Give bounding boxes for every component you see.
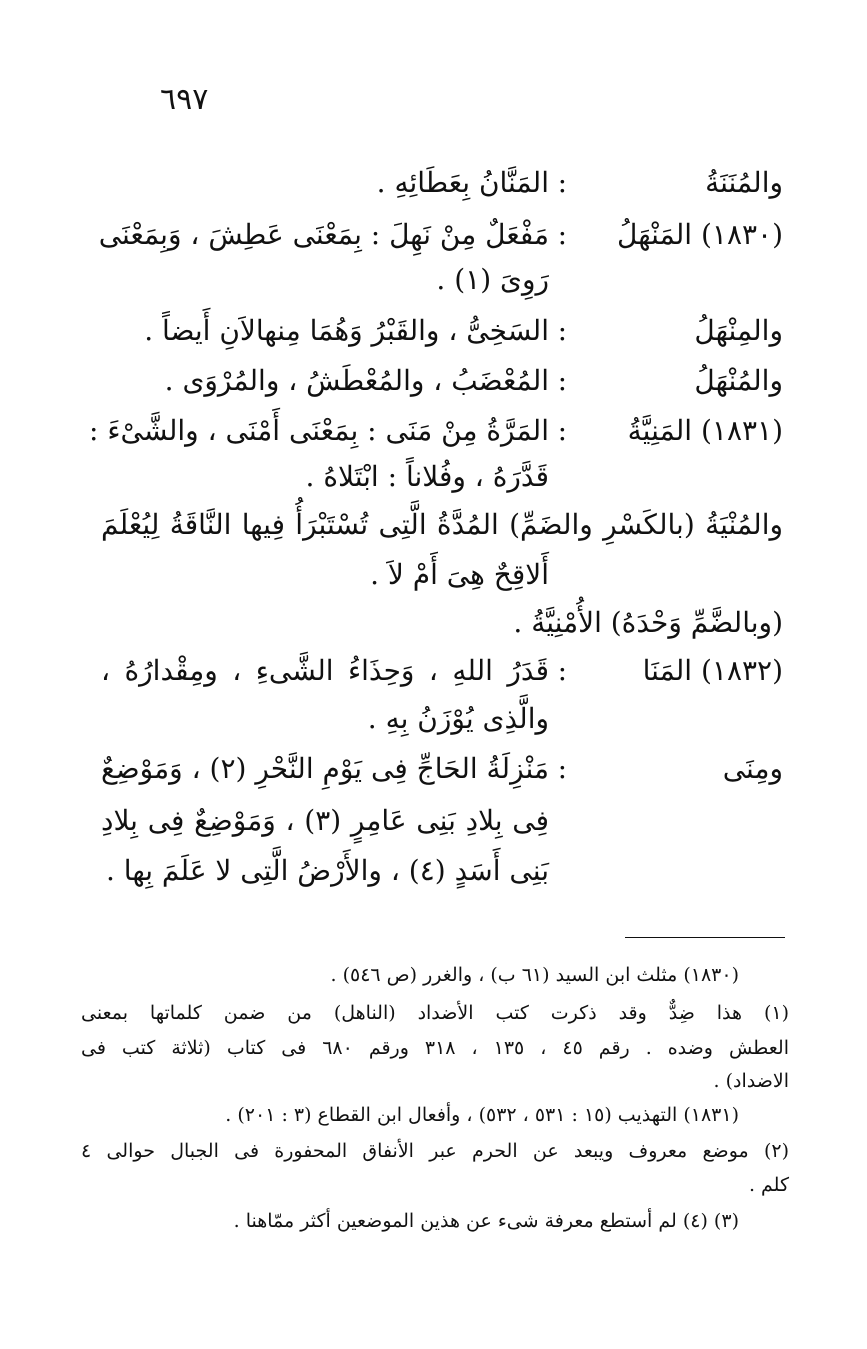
entry-definition: المَرَّةُ مِنْ مَنَى : بِمَعْنَى أَمْنَى ، والشَّىْءَ : — [89, 414, 549, 447]
entry-headword: والمُنَنَةُ — [705, 166, 783, 199]
entry-definition: المَنَّانُ بِعَطَائِهِ . — [376, 166, 549, 199]
entry-definition-cont: بَنِى أَسَدٍ (٤) ، والأَرْضُ الَّتِى لا عَلَمَ بِها . — [105, 854, 549, 887]
entry-definition: مَنْزِلَةُ الحَاجِّ فِى يَوْمِ النَّحْرِ (٢) ، وَمَوْضِعٌ — [101, 752, 549, 785]
entry-headword: والمُنْهَلُ — [694, 364, 783, 397]
footnote-line: كلم . — [748, 1174, 789, 1196]
page-number: ٦٩٧ — [160, 82, 209, 117]
entry-definition: مَفْعَلٌ مِنْ نَهِلَ : بِمَعْنَى عَطِشَ ، وَبِمَعْنَى — [98, 218, 549, 251]
entry-headword: والمِنْهَلُ — [694, 314, 783, 347]
footnote-line: (١٨٣١) التهذيب (١٥ : ٥٣١ ، ٥٣٢) ، وأفعال ابن القطاع (٣ : ٢٠١) . — [225, 1104, 739, 1126]
entry-headword: ومِنَى — [722, 752, 783, 785]
entry-headword: (١٨٣١) المَنِيَّةُ — [627, 414, 783, 447]
separator-colon: : — [557, 654, 567, 687]
separator-colon: : — [557, 314, 567, 347]
separator-colon: : — [557, 752, 567, 785]
footnote-line: (٢) موضع معروف ويبعد عن الحرم عبر الأنفاق المحفورة فى الجبال حوالى ٤ — [81, 1140, 789, 1162]
entry-definition-cont: فِى بِلادِ بَنِى عَامِرٍ (٣) ، وَمَوْضِعٌ فِى بِلادِ — [101, 804, 550, 837]
paragraph-line: أَلاقِحٌ هِىَ أَمْ لاَ . — [370, 558, 549, 591]
footnote-divider — [625, 937, 785, 938]
separator-colon: : — [557, 218, 567, 251]
entry-definition-cont: رَوِىَ (١) . — [436, 263, 549, 296]
entry-definition: المُعْضَبُ ، والمُعْطَشُ ، والمُرْوَى . — [164, 364, 549, 397]
paragraph-line: (وبالضَّمِّ وَحْدَهُ) الأُمْنِيَّةُ . — [513, 606, 783, 639]
entry-headword: (١٨٣٠) المَنْهَلُ — [617, 218, 783, 251]
footnote-line: (٣) (٤) لم أستطع معرفة شىء عن هذين الموضعين أكثر ممّاهنا . — [233, 1210, 739, 1232]
entry-definition-cont: والَّذِى يُوْزَنُ بِهِ . — [367, 702, 549, 735]
separator-colon: : — [557, 414, 567, 447]
separator-colon: : — [557, 166, 567, 199]
separator-colon: : — [557, 364, 567, 397]
footnote-line: (١) هذا ضِدٌّ وقد ذكرت كتب الأضداد (الناهل) من ضمن كلماتها بمعنى — [81, 1002, 789, 1024]
footnote-line: العطش وضده . رقم ٤٥ ، ١٣٥ ، ٣١٨ ورقم ٦٨٠ فى كتاب (ثلاثة كتب فى — [81, 1037, 789, 1059]
entry-definition: قَدَرُ اللهِ ، وَحِذَاءُ الشَّىءِ ، ومِقْدارُهُ ، — [101, 654, 549, 687]
footnote-line: (١٨٣٠) مثلث ابن السيد (٦١ ب) ، والغرر (ص ٥٤٦) . — [330, 964, 739, 986]
footnote-line: الاضداد) . — [713, 1070, 789, 1092]
paragraph-line: والمُنْيَةُ (بالكَسْرِ والضَمِّ) المُدَّةُ الَّتِى تُسْتَبْرَأُ فِيها النَّاقَةُ لِيُعْلَمَ — [101, 508, 783, 541]
entry-definition-cont: قَدَّرَهُ ، وفُلاناً : ابْتَلاهُ . — [305, 460, 549, 493]
entry-definition: السَخِىُّ ، والقَبْرُ وَهُمَا مِنهالاَنِ أَيضاً . — [144, 314, 549, 347]
entry-headword: (١٨٣٢) المَنَا — [642, 654, 783, 687]
